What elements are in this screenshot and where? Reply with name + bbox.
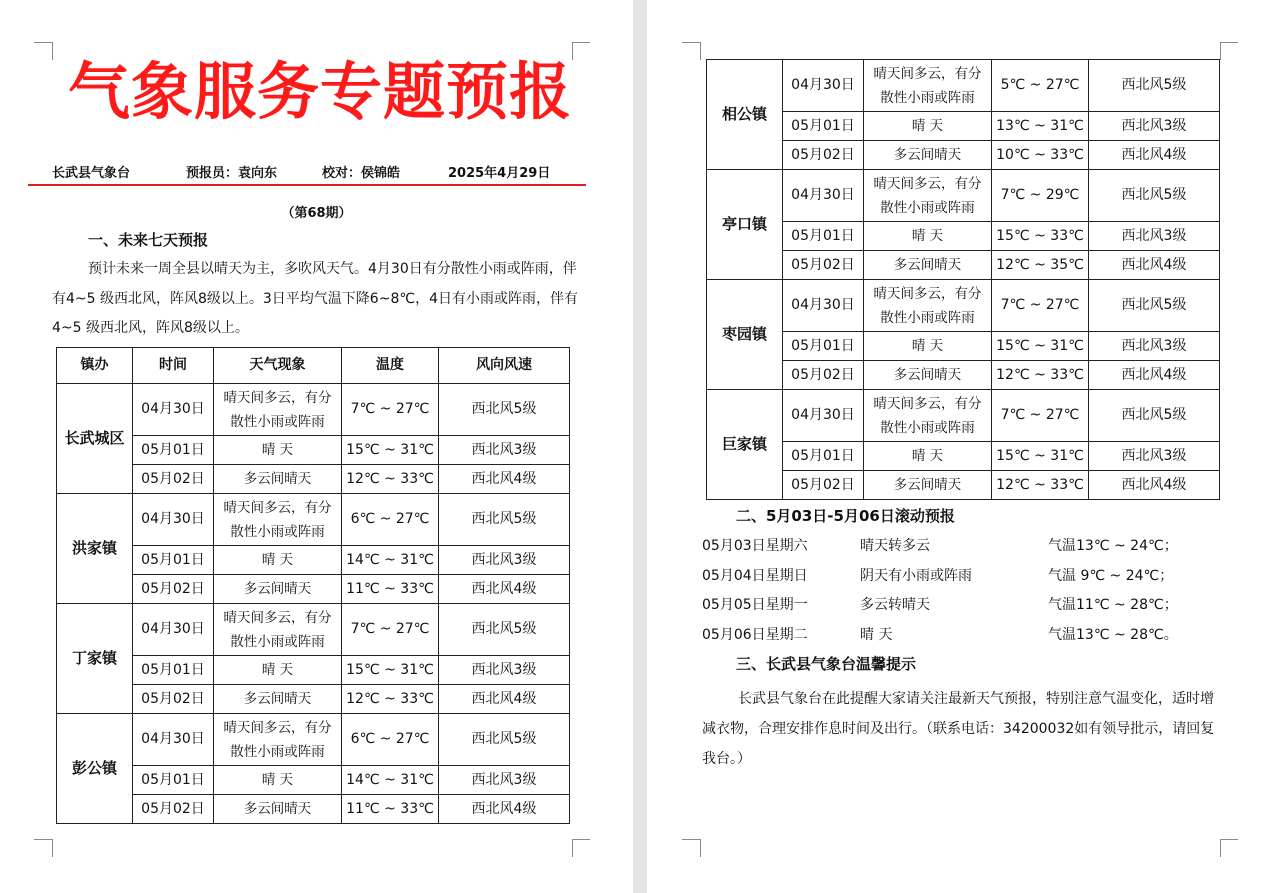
section2-heading: 二、5月03日-5月06日滚动预报 [736, 507, 955, 525]
wind-cell: 西北风4级 [439, 795, 570, 824]
crop-mark [700, 42, 701, 60]
weather-cell: 多云间晴天 [864, 141, 992, 170]
date-cell: 05月02日 [783, 471, 864, 500]
weather-cell: 多云间晴天 [864, 361, 992, 390]
table-row [707, 141, 1220, 170]
forecast-table-right [706, 59, 1220, 500]
crop-mark [34, 42, 52, 43]
rolling-temp: 气温 9℃ ~ 24℃； [1048, 568, 1174, 584]
weather-cell: 晴天间多云，有分散性小雨或阵雨 [214, 384, 342, 436]
weather-cell: 晴天间多云，有分散性小雨或阵雨 [864, 390, 992, 442]
header-date: 2025年4月29日 [448, 166, 551, 181]
date-cell: 05月02日 [133, 575, 214, 604]
temp-cell: 7℃ ~ 27℃ [342, 604, 439, 656]
wind-cell: 西北风5级 [439, 384, 570, 436]
document-page-1 [0, 0, 633, 893]
date-cell: 05月01日 [783, 442, 864, 471]
weather-cell: 晴 天 [214, 766, 342, 795]
temp-cell: 15℃ ~ 31℃ [342, 436, 439, 465]
wind-cell: 西北风4级 [439, 465, 570, 494]
crop-mark [700, 839, 701, 857]
wind-cell: 西北风5级 [439, 604, 570, 656]
temp-cell: 13℃ ~ 31℃ [992, 112, 1089, 141]
column-header: 风向风速 [439, 348, 570, 384]
weather-cell: 晴天间多云，有分散性小雨或阵雨 [864, 60, 992, 112]
town-cell: 枣园镇 [707, 280, 783, 390]
weather-cell: 晴 天 [864, 332, 992, 361]
table-row [57, 436, 570, 465]
crop-mark [1220, 839, 1238, 840]
rolling-temp: 气温11℃ ~ 28℃； [1048, 597, 1178, 613]
date-cell: 05月02日 [783, 361, 864, 390]
date-cell: 05月01日 [133, 436, 214, 465]
weather-cell: 晴 天 [864, 222, 992, 251]
table-row [57, 494, 570, 546]
red-rule [28, 184, 586, 186]
table-row [707, 442, 1220, 471]
town-cell: 巨家镇 [707, 390, 783, 500]
issue-number: （第68期） [281, 206, 352, 221]
crop-mark [1220, 42, 1221, 60]
crop-mark [1220, 839, 1221, 857]
wind-cell: 西北风3级 [1089, 442, 1220, 471]
temp-cell: 14℃ ~ 31℃ [342, 546, 439, 575]
date-cell: 05月01日 [133, 766, 214, 795]
table-row [707, 390, 1220, 442]
temp-cell: 7℃ ~ 27℃ [992, 280, 1089, 332]
wind-cell: 西北风5级 [439, 714, 570, 766]
table-row [57, 685, 570, 714]
crop-mark [52, 839, 53, 857]
temp-cell: 12℃ ~ 33℃ [342, 465, 439, 494]
crop-mark [1220, 42, 1238, 43]
rolling-weather: 晴天转多云 [860, 538, 930, 554]
table-row [707, 60, 1220, 112]
section3-heading: 三、长武县气象台温馨提示 [736, 655, 917, 673]
town-cell: 相公镇 [707, 60, 783, 170]
rolling-temp: 气温13℃ ~ 24℃； [1048, 538, 1178, 554]
town-cell: 长武城区 [57, 384, 133, 494]
table-row [57, 714, 570, 766]
section1-text: 预计未来一周全县以晴天为主，多吹风天气。4月30日有分散性小雨或阵雨，伴有4~5 级西北风，阵风8级以上。3日平均气温下降6~8℃，4日有小雨或阵雨，伴有4~5 级西北风，阵风8级以上。 [52, 261, 578, 336]
date-cell: 04月30日 [133, 714, 214, 766]
temp-cell: 15℃ ~ 31℃ [342, 656, 439, 685]
temp-cell: 14℃ ~ 31℃ [342, 766, 439, 795]
date-cell: 05月01日 [133, 656, 214, 685]
weather-cell: 多云间晴天 [214, 575, 342, 604]
wind-cell: 西北风3级 [1089, 332, 1220, 361]
weather-cell: 多云间晴天 [214, 685, 342, 714]
weather-cell: 晴天间多云，有分散性小雨或阵雨 [214, 604, 342, 656]
temp-cell: 10℃ ~ 33℃ [992, 141, 1089, 170]
wind-cell: 西北风5级 [1089, 170, 1220, 222]
table-row [707, 170, 1220, 222]
table-row [57, 384, 570, 436]
temp-cell: 15℃ ~ 33℃ [992, 222, 1089, 251]
section1-heading: 一、未来七天预报 [88, 231, 209, 249]
date-cell: 05月02日 [133, 685, 214, 714]
table-row [707, 222, 1220, 251]
rolling-forecast-line [702, 535, 1222, 557]
date-cell: 04月30日 [133, 604, 214, 656]
weather-cell: 晴 天 [214, 656, 342, 685]
weather-cell: 晴天间多云，有分散性小雨或阵雨 [214, 494, 342, 546]
table-row [57, 546, 570, 575]
weather-cell: 晴 天 [214, 546, 342, 575]
temp-cell: 7℃ ~ 27℃ [342, 384, 439, 436]
temp-cell: 12℃ ~ 33℃ [992, 361, 1089, 390]
rolling-forecast-line [702, 624, 1222, 646]
date-cell: 05月02日 [783, 251, 864, 280]
section3-text: 长武县气象台在此提醒大家请关注最新天气预报，特别注意气温变化，适时增减衣物，合理安排作息时间及出行。（联系电话：34200032如有领导批示，请回复我台。） [702, 691, 1215, 767]
crop-mark [52, 42, 53, 60]
rolling-date: 05月03日星期六 [702, 538, 808, 554]
wind-cell: 西北风5级 [1089, 60, 1220, 112]
table-row [707, 280, 1220, 332]
wind-cell: 西北风4级 [439, 575, 570, 604]
column-header: 温度 [342, 348, 439, 384]
date-cell: 05月01日 [783, 112, 864, 141]
table-row [57, 766, 570, 795]
date-cell: 05月01日 [783, 222, 864, 251]
table-row [57, 575, 570, 604]
header-checker: 校对：侯锦皓 [322, 166, 401, 181]
column-header: 天气现象 [214, 348, 342, 384]
table-row [707, 361, 1220, 390]
rolling-date: 05月05日星期一 [702, 597, 808, 613]
wind-cell: 西北风4级 [1089, 141, 1220, 170]
temp-cell: 5℃ ~ 27℃ [992, 60, 1089, 112]
column-header: 镇办 [57, 348, 133, 384]
temp-cell: 12℃ ~ 33℃ [992, 471, 1089, 500]
temp-cell: 15℃ ~ 31℃ [992, 442, 1089, 471]
table-row [707, 471, 1220, 500]
rolling-forecast-line [702, 565, 1222, 587]
date-cell: 05月02日 [133, 795, 214, 824]
header-org: 长武县气象台 [52, 166, 131, 181]
date-cell: 04月30日 [783, 60, 864, 112]
wind-cell: 西北风3级 [1089, 112, 1220, 141]
wind-cell: 西北风3级 [439, 436, 570, 465]
wind-cell: 西北风3级 [439, 546, 570, 575]
crop-mark [572, 839, 590, 840]
rolling-forecast-line [702, 594, 1222, 616]
crop-mark [682, 839, 700, 840]
date-cell: 05月01日 [133, 546, 214, 575]
weather-cell: 多云间晴天 [214, 465, 342, 494]
column-header: 时间 [133, 348, 214, 384]
date-cell: 05月01日 [783, 332, 864, 361]
wind-cell: 西北风4级 [1089, 361, 1220, 390]
table-row [707, 332, 1220, 361]
rolling-weather: 多云转晴天 [860, 597, 930, 613]
wind-cell: 西北风5级 [1089, 280, 1220, 332]
rolling-date: 05月04日星期日 [702, 568, 808, 584]
wind-cell: 西北风3级 [439, 656, 570, 685]
weather-cell: 晴天间多云，有分散性小雨或阵雨 [214, 714, 342, 766]
date-cell: 05月02日 [133, 465, 214, 494]
document-title: 气象服务专题预报 [67, 55, 572, 128]
temp-cell: 7℃ ~ 27℃ [992, 390, 1089, 442]
table-row [57, 604, 570, 656]
header-info [28, 162, 586, 184]
rolling-weather: 晴 天 [860, 627, 893, 643]
table-row [707, 251, 1220, 280]
page-gutter [633, 0, 647, 893]
temp-cell: 15℃ ~ 31℃ [992, 332, 1089, 361]
date-cell: 04月30日 [133, 384, 214, 436]
date-cell: 04月30日 [783, 390, 864, 442]
weather-cell: 晴 天 [864, 112, 992, 141]
town-cell: 彭公镇 [57, 714, 133, 824]
town-cell: 洪家镇 [57, 494, 133, 604]
wind-cell: 西北风5级 [1089, 390, 1220, 442]
temp-cell: 6℃ ~ 27℃ [342, 714, 439, 766]
temp-cell: 7℃ ~ 29℃ [992, 170, 1089, 222]
wind-cell: 西北风5级 [439, 494, 570, 546]
date-cell: 04月30日 [783, 170, 864, 222]
crop-mark [572, 42, 590, 43]
weather-cell: 晴天间多云，有分散性小雨或阵雨 [864, 170, 992, 222]
crop-mark [682, 42, 700, 43]
table-row [57, 656, 570, 685]
temp-cell: 11℃ ~ 33℃ [342, 795, 439, 824]
temp-cell: 12℃ ~ 35℃ [992, 251, 1089, 280]
date-cell: 04月30日 [133, 494, 214, 546]
wind-cell: 西北风3级 [439, 766, 570, 795]
town-cell: 亭口镇 [707, 170, 783, 280]
weather-cell: 晴天间多云，有分散性小雨或阵雨 [864, 280, 992, 332]
table-row [57, 465, 570, 494]
temp-cell: 6℃ ~ 27℃ [342, 494, 439, 546]
wind-cell: 西北风4级 [1089, 251, 1220, 280]
weather-cell: 多云间晴天 [864, 251, 992, 280]
rolling-date: 05月06日星期二 [702, 627, 808, 643]
weather-cell: 多云间晴天 [864, 471, 992, 500]
rolling-temp: 气温13℃ ~ 28℃。 [1048, 627, 1178, 643]
weather-cell: 多云间晴天 [214, 795, 342, 824]
wind-cell: 西北风4级 [1089, 471, 1220, 500]
date-cell: 05月02日 [783, 141, 864, 170]
wind-cell: 西北风4级 [439, 685, 570, 714]
weather-cell: 晴 天 [214, 436, 342, 465]
weather-cell: 晴 天 [864, 442, 992, 471]
forecast-table-left [56, 347, 570, 824]
crop-mark [572, 839, 573, 857]
table-row [707, 112, 1220, 141]
date-cell: 04月30日 [783, 280, 864, 332]
town-cell: 丁家镇 [57, 604, 133, 714]
temp-cell: 12℃ ~ 33℃ [342, 685, 439, 714]
wind-cell: 西北风3级 [1089, 222, 1220, 251]
temp-cell: 11℃ ~ 33℃ [342, 575, 439, 604]
header-forecaster: 预报员：袁向东 [186, 166, 278, 181]
table-row [57, 795, 570, 824]
crop-mark [34, 839, 52, 840]
rolling-weather: 阴天有小雨或阵雨 [860, 568, 972, 584]
